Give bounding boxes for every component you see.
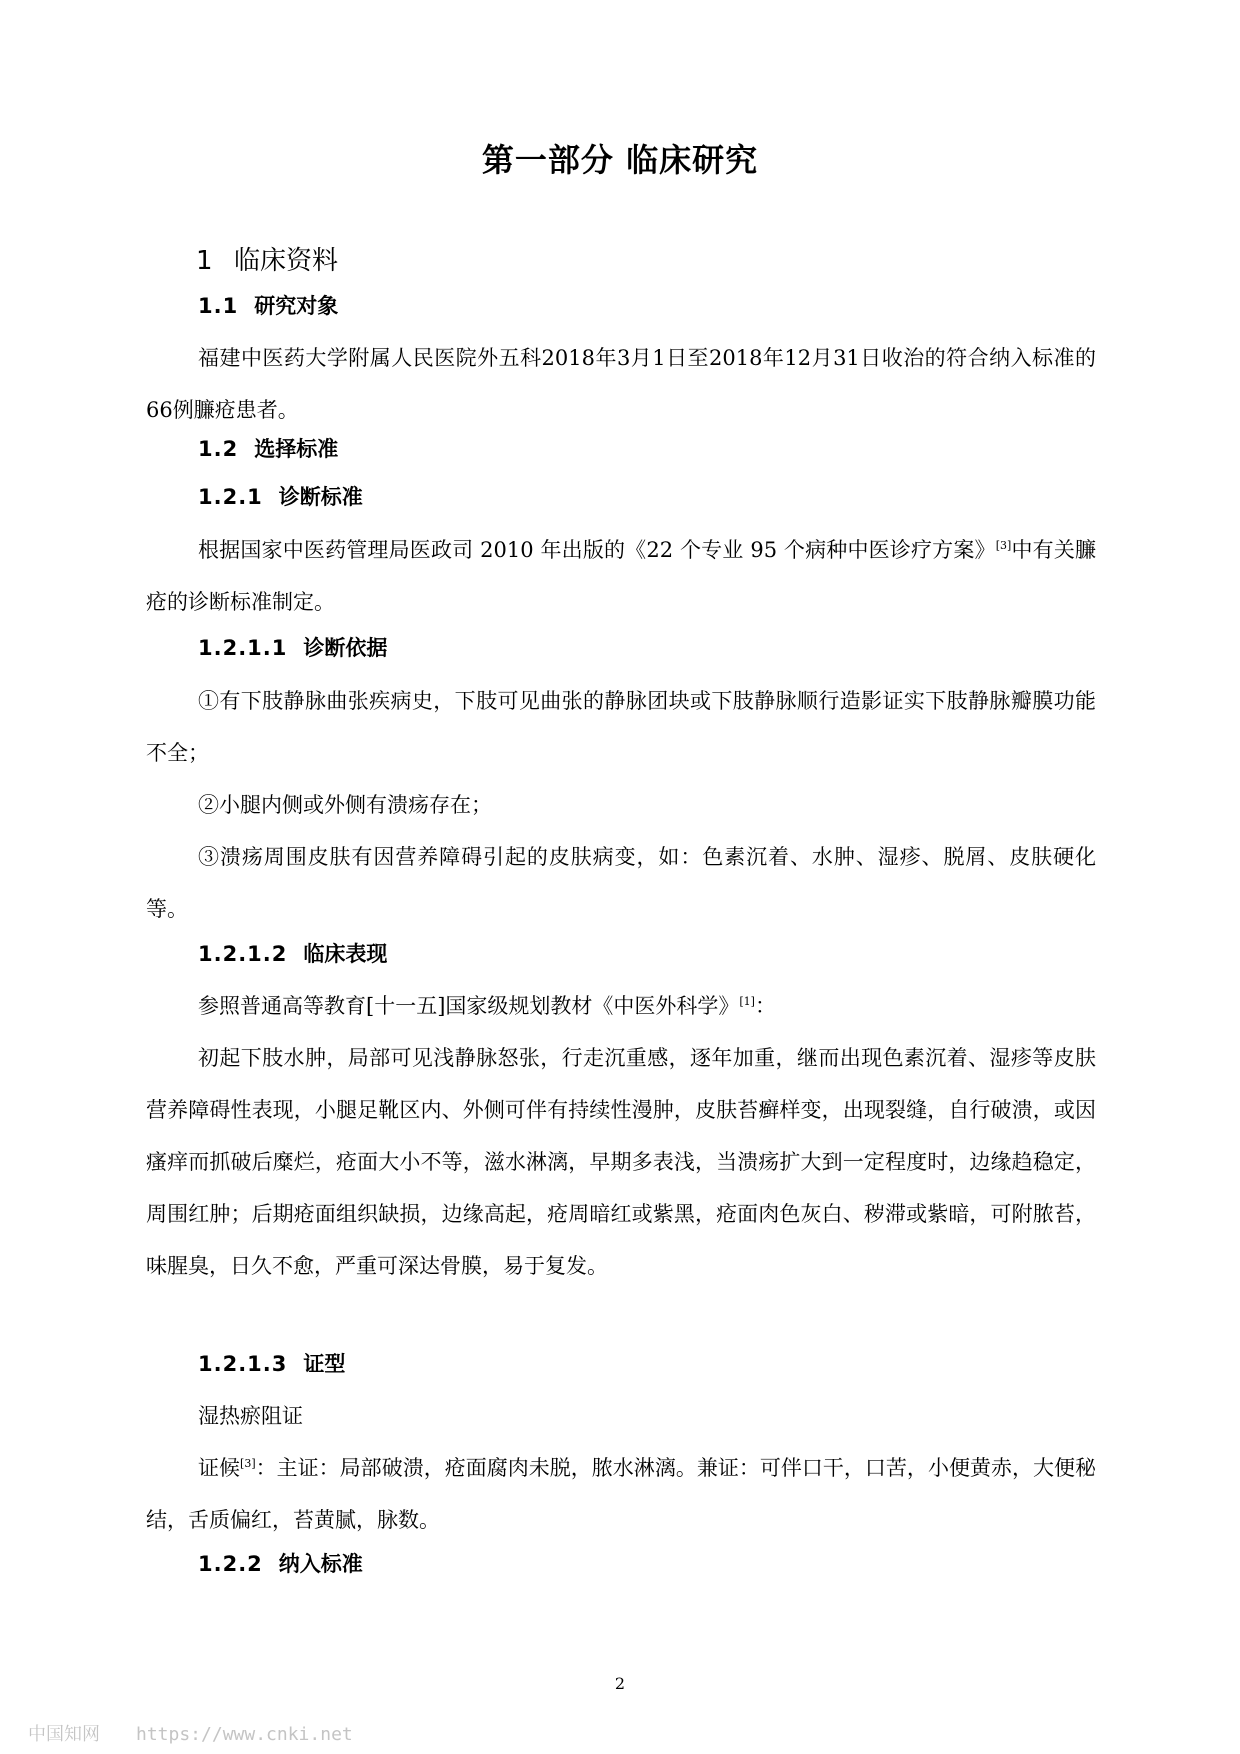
cnki-watermark (28, 1720, 353, 1746)
section-title: 临床资料 (234, 246, 339, 276)
list-item-1: ①有下肢静脉曲张疾病史，下肢可见曲张的静脉团块或下肢静脉顺行造影证实下肢静脉瓣膜功能不全； (146, 689, 1096, 765)
text-run: 中有关臁疮的诊断标准制定。 (146, 538, 1096, 614)
heading-title: 选择标准 (254, 437, 339, 461)
citation-ref: [3] (995, 539, 1012, 552)
heading-1-2-1-1 (198, 632, 387, 662)
list-item-3: ③溃疡周围皮肤有因营养障碍引起的皮肤病变，如：色素沉着、水肿、湿疹、脱屑、皮肤硬化等。 (146, 845, 1096, 921)
section-1-heading (196, 240, 338, 277)
paragraph-clinical-manifestation: 初起下肢水肿，局部可见浅静脉怒张，行走沉重感，逐年加重，继而出现色素沉着、湿疹等皮肤营养障碍性表现，小腿足靴区内、外侧可伴有持续性漫肿，皮肤苔癣样变，出现裂缝，自行破溃，或因瘙痒而抓破后糜烂，疮面大小不等，滋水淋漓，早期多表浅，当溃疡扩大到一定程度时，边缘趋稳定，周围红肿；后期疮面组织缺损，边缘高起，疮周暗红或紫黑，疮面肉色灰白、秽滞或紫暗，可附脓苔，味腥臭，日久不愈，严重可深达骨膜，易于复发。 (146, 1046, 1096, 1278)
heading-number: 1.2.1.1 (198, 636, 288, 660)
heading-number: 1.2.1.3 (198, 1352, 288, 1376)
citation-ref: [1] (739, 995, 755, 1008)
section-number: 1 (196, 246, 213, 276)
heading-1-2-1-2 (198, 938, 387, 968)
part-title: 第一部分 临床研究 (481, 141, 759, 179)
list-item-2: ②小腿内侧或外侧有溃疡存在； (198, 793, 492, 817)
text-run: ： (754, 994, 776, 1018)
paragraph-diagnostic-standard (146, 524, 1096, 628)
paragraph-research-subjects: 福建中医药大学附属人民医院外五科2018年3月1日至2018年12月31日收治的符合纳入标准的66例臁疮患者。 (146, 346, 1096, 422)
text-run: ：主证：局部破溃，疮面腐肉未脱，脓水淋漓。兼证：可伴口干，口苦，小便黄赤，大便秘结，舌质偏红，苔黄腻，脉数。 (146, 1456, 1097, 1532)
text-run: 参照普通高等教育[十一五]国家级规划教材《中医外科学》 (198, 994, 740, 1018)
heading-1-1 (198, 290, 338, 320)
citation-ref: [3] (240, 1457, 256, 1470)
heading-title: 诊断依据 (303, 636, 388, 660)
text-run: 证候 (198, 1456, 241, 1480)
paragraph-syndrome-type: 湿热瘀阻证 (198, 1404, 303, 1428)
heading-title: 证型 (303, 1352, 346, 1376)
paragraph-syndrome-symptoms (146, 1442, 1096, 1546)
watermark-brand: 中国知网 (28, 1724, 100, 1745)
heading-number: 1.1 (198, 294, 239, 318)
paragraph-reference-textbook (146, 980, 1096, 1032)
page-number: 2 (614, 1674, 626, 1693)
text-run: 根据国家中医药管理局医政司 2010 年出版的《22 个专业 95 个病种中医诊疗方案》 (198, 538, 996, 562)
heading-title: 临床表现 (303, 942, 388, 966)
watermark-url: https://www.cnki.net (136, 1724, 353, 1745)
heading-number: 1.2.2 (198, 1552, 263, 1576)
heading-title: 纳入标准 (278, 1552, 363, 1576)
heading-number: 1.2.1.2 (198, 942, 288, 966)
heading-1-2-1-3 (198, 1348, 345, 1378)
heading-title: 研究对象 (254, 294, 339, 318)
heading-title: 诊断标准 (278, 485, 363, 509)
heading-number: 1.2 (198, 437, 239, 461)
heading-number: 1.2.1 (198, 485, 263, 509)
heading-1-2-1 (198, 481, 363, 511)
heading-1-2 (198, 433, 338, 463)
heading-1-2-2 (198, 1548, 363, 1578)
